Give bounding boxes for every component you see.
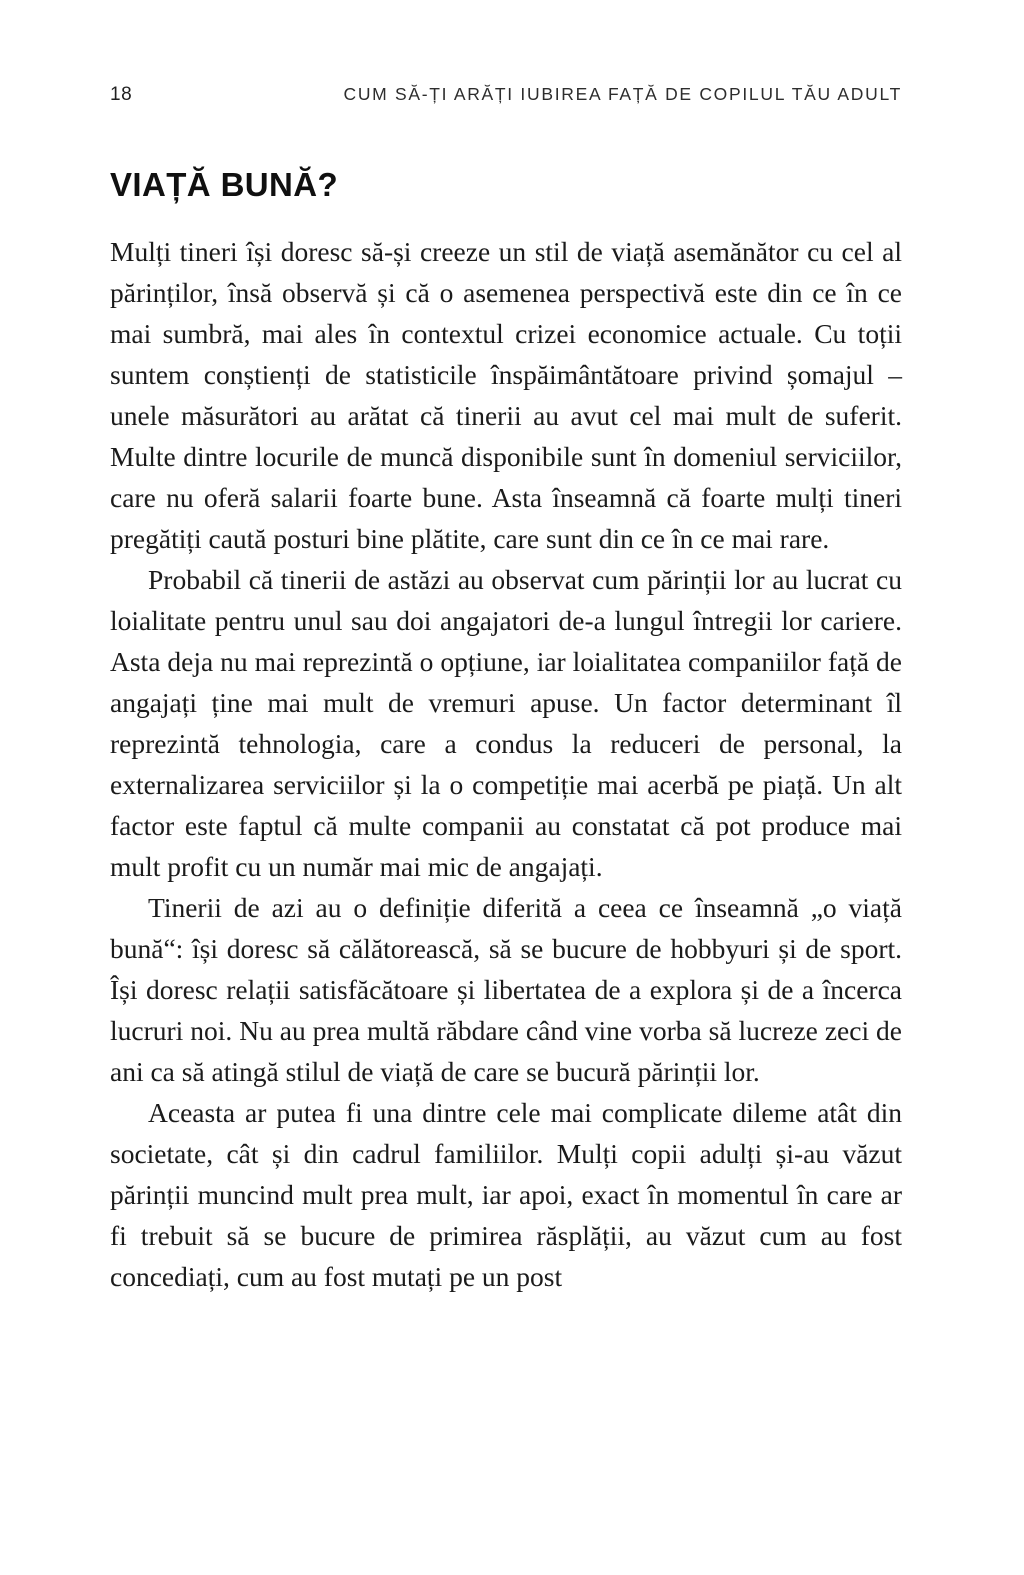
running-title: CUM SĂ-ȚI ARĂȚI IUBIREA FAȚĂ DE COPILUL TĂU ADULT bbox=[343, 84, 902, 104]
paragraph-4: Aceasta ar putea fi una dintre cele mai complicate dileme atât din societate, cât și din cadrul familiilor. Mulți copii adulți și-au văzut părinții muncind mult prea mult, iar apoi, exact în momentul în care ar fi trebuit să se bucure de primirea răsplății, au văzut cum au fost concediați, cum au fost mutați pe un post bbox=[110, 1097, 902, 1292]
paragraph-2: Probabil că tinerii de astăzi au observat cum părinții lor au lucrat cu loialitate pentru unul sau doi angajatori de-a lungul întregii lor cariere. Asta deja nu mai reprezintă o opțiune, iar loialitatea companiilor față de angajați ține mai mult de vremuri apuse. Un factor determinant îl reprezintă tehnologia, care a condus la reduceri de personal, la externalizarea serviciilor și la o competiție mai acerbă pe piață. Un alt factor este faptul că multe companii au constatat că pot produce mai mult profit cu un număr mai mic de angajați. bbox=[110, 564, 902, 882]
page-header bbox=[110, 84, 902, 106]
page-content bbox=[110, 166, 902, 1297]
paragraph-1: Mulți tineri își doresc să-și creeze un stil de viață asemănător cu cel al părinților, însă observă și că o asemenea perspectivă este din ce în ce mai sumbră, mai ales în contextul crizei economice actuale. Cu toții suntem conștienți de statisticile înspăimântătoare privind șomajul – unele măsurători au arătat că tinerii au avut cel mai mult de suferit. Multe dintre locurile de muncă disponibile sunt în domeniul serviciilor, care nu oferă salarii foarte bune. Asta înseamnă că foarte mulți tineri pregătiți caută posturi bine plătite, care sunt din ce în ce mai rare. bbox=[110, 236, 902, 554]
section-title: VIAȚĂ BUNĂ? bbox=[110, 166, 339, 203]
paragraph-3: Tinerii de azi au o definiție diferită a ceea ce înseamnă „o viață bună“: își doresc să călătorească, să se bucure de hobbyuri și de sport. Își doresc relații satisfăcătoare și libertatea de a explora și de a încerca lucruri noi. Nu au prea multă răbdare când vine vorba să lucreze zeci de ani ca să atingă stilul de viață de care se bucură părinții lor. bbox=[110, 892, 902, 1087]
page-number: 18 bbox=[110, 84, 133, 105]
